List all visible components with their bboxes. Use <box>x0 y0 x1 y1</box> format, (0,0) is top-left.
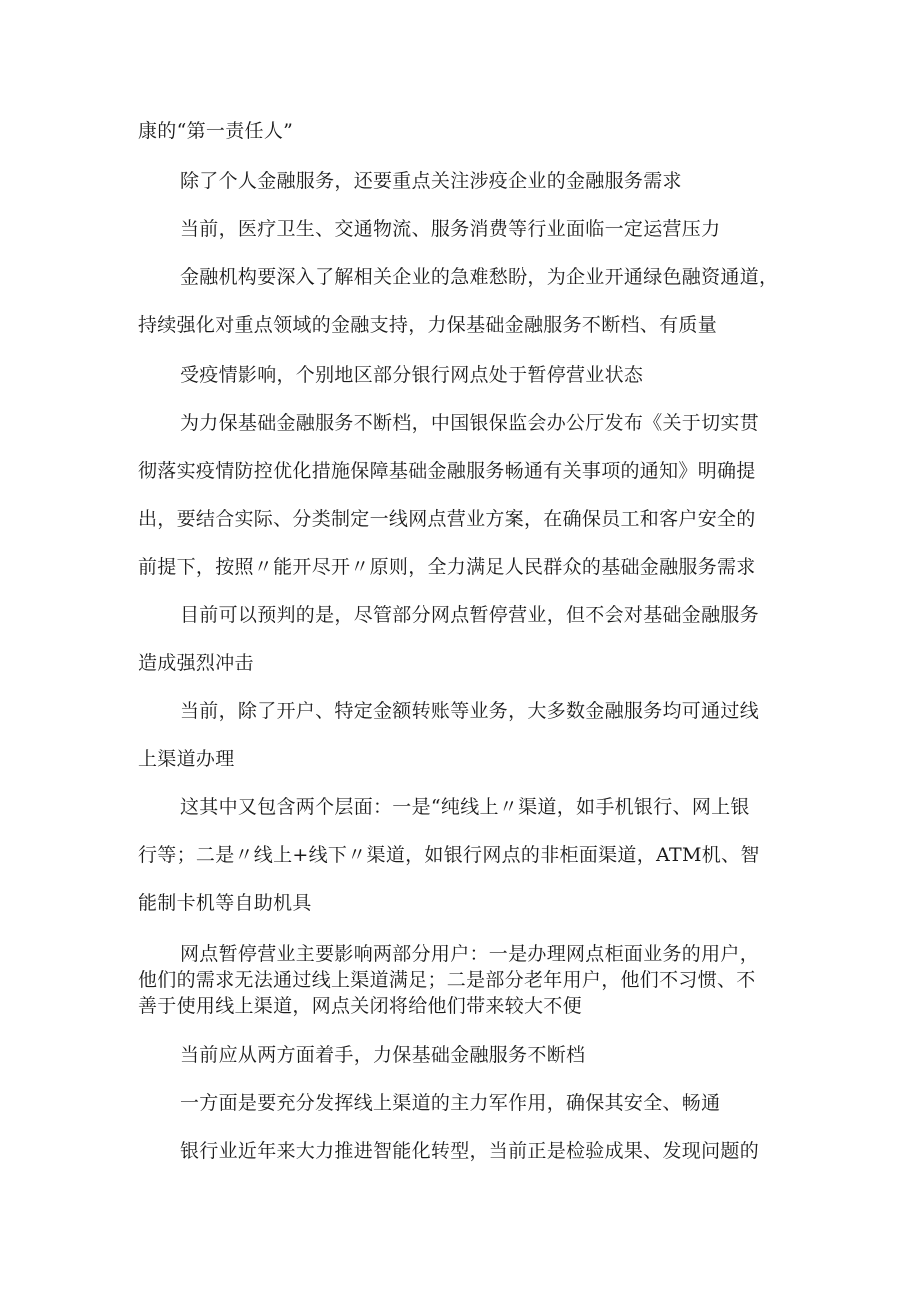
paragraph <box>180 1080 720 1126</box>
text-line: 银行业近年来大力推进智能化转型，当前正是检验成果、发现问题的 <box>180 1140 760 1162</box>
paragraph <box>138 592 759 686</box>
paragraph <box>180 206 720 252</box>
text-line: 目前可以预判的是，尽管部分网点暂停营业，但不会对基础金融服务 <box>180 604 760 626</box>
text-line: 除了个人金融服务，还要重点关注涉疫企业的金融服务需求 <box>180 170 682 192</box>
text-line: 彻落实疫情防控优化措施保障基础金融服务畅通有关事项的通知》明确提 <box>138 460 756 482</box>
paragraph <box>138 784 760 926</box>
paragraph <box>180 352 643 398</box>
paragraph <box>180 158 682 204</box>
text-line: 为力保基础金融服务不断档，中国银保监会办公厅发布《关于切实贯 <box>180 412 760 434</box>
text-line: 当前应从两方面着手，力保基础金融服务不断档 <box>180 1044 586 1066</box>
text-line: 持续强化对重点领域的金融支持，力保基础金融服务不断档、有质量 <box>138 314 718 336</box>
text-line: 当前，除了开户、特定金额转账等业务，大多数金融服务均可通过线 <box>180 700 760 722</box>
text-line: 上渠道办理 <box>138 748 235 770</box>
paragraph <box>180 1032 585 1078</box>
text-line: 康的“第一责任人” <box>138 120 294 142</box>
text-line: 前提下，按照〃能开尽开〃原则，全力满足人民群众的基础金融服务需求 <box>138 556 756 578</box>
text-line: 造成强烈冲击 <box>138 652 254 674</box>
text-line: 金融机构要深入了解相关企业的急难愁盼，为企业开通绿色融资通道， <box>180 266 779 288</box>
text-line: 行等；二是〃线上+线下〃渠道，如银行网点的非柜面渠道，ATM机、智 <box>138 844 760 866</box>
text-line: 一方面是要充分发挥线上渠道的主力军作用，确保其安全、畅通 <box>180 1092 721 1114</box>
paragraph <box>138 688 759 782</box>
text-line: 他们的需求无法通过线上渠道满足；二是部分老年用户，他们不习惯、不 <box>138 969 756 991</box>
text-line: 能制卡机等自助机具 <box>138 892 312 914</box>
text-line: 网点暂停营业主要影响两部分用户：一是办理网点柜面业务的用户， <box>180 943 760 965</box>
paragraph <box>138 254 778 348</box>
text-line: 受疫情影响，个别地区部分银行网点处于暂停营业状态 <box>180 364 644 386</box>
paragraph <box>138 941 759 1019</box>
text-line: 这其中又包含两个层面：一是“纯线上〃渠道，如手机银行、网上银 <box>180 796 750 818</box>
text-line: 善于使用线上渠道，网点关闭将给他们带来较大不便 <box>138 995 582 1017</box>
paragraph <box>138 108 293 154</box>
text-line: 出，要结合实际、分类制定一线网点营业方案，在确保员工和客户安全的 <box>138 508 756 530</box>
paragraph <box>138 400 759 590</box>
text-line: 当前，医疗卫生、交通物流、服务消费等行业面临一定运营压力 <box>180 218 721 240</box>
paragraph <box>180 1128 759 1174</box>
